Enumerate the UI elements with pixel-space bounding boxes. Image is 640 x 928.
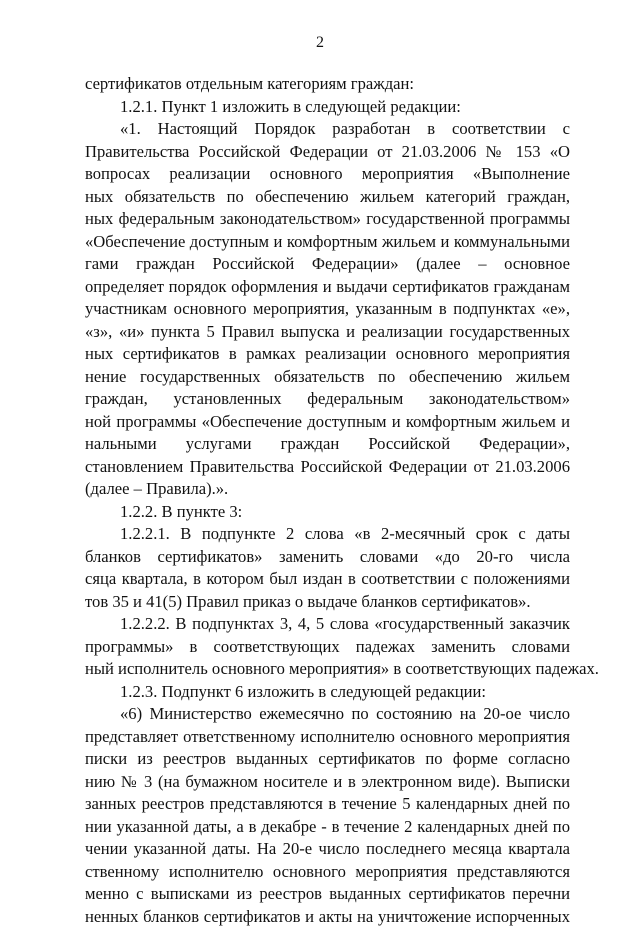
text-line: (далее – Правила).». bbox=[85, 478, 570, 501]
text-line: ных обязательств по обеспечению жильем категорий граждан, bbox=[85, 186, 570, 209]
text-line: ненных бланков сертификатов и акты на уничтожение испорченных bbox=[85, 906, 570, 928]
text-line: сяца квартала, в котором был издан в соответствии с положениями bbox=[85, 568, 570, 591]
text-line: ной программы «Обеспечение доступным и комфортным жильем и bbox=[85, 411, 570, 434]
text-line: менно с выписками из реестров выданных сертификатов перечни bbox=[85, 883, 570, 906]
text-line: писки из реестров выданных сертификатов по форме согласно bbox=[85, 748, 570, 771]
text-line: ственному исполнителю основного мероприятия представляются bbox=[85, 861, 570, 884]
text-line: 1.2.3. Подпункт 6 изложить в следующей редакции: bbox=[85, 681, 570, 704]
text-line: нение государственных обязательств по обеспечению жильем bbox=[85, 366, 570, 389]
page-number: 2 bbox=[0, 33, 640, 53]
text-line: вопросах реализации основного мероприятия «Выполнение bbox=[85, 163, 570, 186]
text-line: Правительства Российской Федерации от 21.03.2006 № 153 «О bbox=[85, 141, 570, 164]
text-line: ных сертификатов в рамках реализации основного мероприятия bbox=[85, 343, 570, 366]
text-line: участникам основного мероприятия, указанным в подпунктах «е», bbox=[85, 298, 570, 321]
text-line: представляет ответственному исполнителю основного мероприятия bbox=[85, 726, 570, 749]
text-line: гами граждан Российской Федерации» (далее – основное bbox=[85, 253, 570, 276]
text-line: становлением Правительства Российской Федерации от 21.03.2006 bbox=[85, 456, 570, 479]
text-line: граждан, установленных федеральным законодательством» bbox=[85, 388, 570, 411]
text-line: 1.2.2.2. В подпунктах 3, 4, 5 слова «государственный заказчик bbox=[85, 613, 570, 636]
text-line: «Обеспечение доступным и комфортным жильем и коммунальными bbox=[85, 231, 570, 254]
text-line: «з», «и» пункта 5 Правил выпуска и реализации государственных bbox=[85, 321, 570, 344]
text-line: ный исполнитель основного мероприятия» в соответствующих падежах. bbox=[85, 658, 570, 681]
text-line: бланков сертификатов» заменить словами «до 20-го числа bbox=[85, 546, 570, 569]
text-line: ных федеральным законодательством» государственной программы bbox=[85, 208, 570, 231]
text-line: «1. Настоящий Порядок разработан в соответствии с bbox=[85, 118, 570, 141]
text-line: определяет порядок оформления и выдачи сертификатов гражданам bbox=[85, 276, 570, 299]
text-line: «6) Министерство ежемесячно по состоянию на 20-ое число bbox=[85, 703, 570, 726]
text-line: сертификатов отдельным категориям граждан: bbox=[85, 73, 570, 96]
text-line: 1.2.2. В пункте 3: bbox=[85, 501, 570, 524]
text-line: тов 35 и 41(5) Правил приказ о выдаче бланков сертификатов». bbox=[85, 591, 570, 614]
text-line: нальными услугами граждан Российской Федерации», bbox=[85, 433, 570, 456]
text-line: 1.2.2.1. В подпункте 2 слова «в 2-месячный срок с даты bbox=[85, 523, 570, 546]
text-line: нию № 3 (на бумажном носителе и в электронном виде). Выписки bbox=[85, 771, 570, 794]
text-line: чении указанной даты. На 20-е число последнего месяца квартала bbox=[85, 838, 570, 861]
text-line: 1.2.1. Пункт 1 изложить в следующей редакции: bbox=[85, 96, 570, 119]
text-line: нии указанной даты, а в декабре - в течение 2 календарных дней по bbox=[85, 816, 570, 839]
document-body bbox=[85, 73, 570, 928]
text-line: занных реестров представляются в течение 5 календарных дней по bbox=[85, 793, 570, 816]
text-line: программы» в соответствующих падежах заменить словами bbox=[85, 636, 570, 659]
